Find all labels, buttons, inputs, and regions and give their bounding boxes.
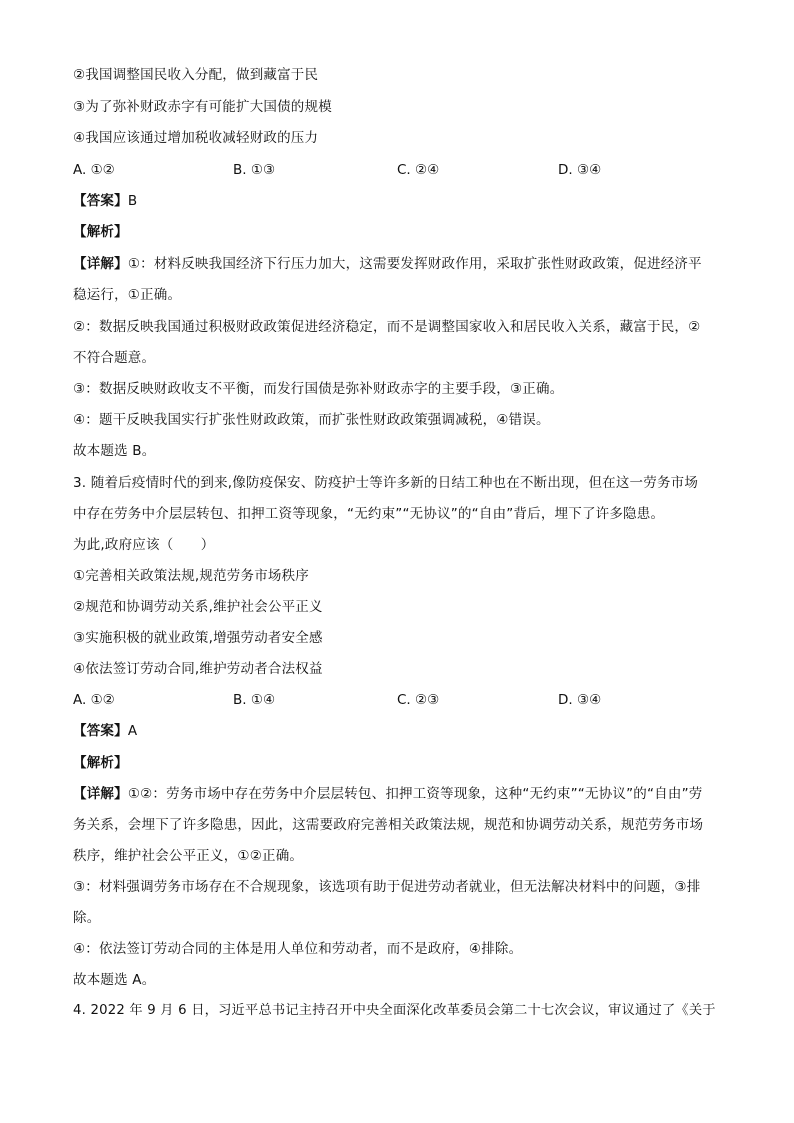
q3-answer-tag: 【答案】 — [73, 723, 128, 739]
q3-statement-1: ①完善相关政策法规,规范劳务市场秩序 — [73, 568, 309, 584]
q3-analysis-tag: 【解析】 — [73, 755, 128, 771]
q2-conclusion: 故本题选 B。 — [73, 443, 156, 459]
q3-option-a: A. ①② — [73, 692, 115, 708]
q2-statement-2: ②我国调整国民收入分配，做到藏富于民 — [73, 67, 319, 83]
q3-detail-line-1 — [73, 785, 721, 803]
q2-statement-4: ④我国应该通过增加税收减轻财政的压力 — [73, 130, 319, 146]
q2-option-d: D. ③④ — [558, 162, 602, 178]
q3-detail-line-6: ④：依法签订劳动合同的主体是用人单位和劳动者，而不是政府，④排除。 — [73, 941, 523, 957]
q2-detail-tag: 【详解】 — [73, 256, 128, 272]
q2-analysis-tag: 【解析】 — [73, 224, 128, 240]
q2-detail-line-5: ③：数据反映财政收支不平衡，而发行国债是弥补财政赤字的主要手段，③正确。 — [73, 381, 564, 397]
q3-statement-3: ③实施积极的就业政策,增强劳动者安全感 — [73, 630, 323, 646]
q3-stem-line-1: 3. 随着后疫情时代的到来,像防疫保安、防疫护士等许多新的日结工种也在不断出现，但在这一劳务市场 — [73, 475, 699, 491]
q2-answer-tag: 【答案】 — [73, 193, 128, 209]
q3-conclusion: 故本题选 A。 — [73, 972, 156, 988]
q2-detail-line-6: ④：题干反映我国实行扩张性财政政策，而扩张性财政政策强调减税，④错误。 — [73, 412, 550, 428]
q3-detail-line-2: 务关系，会埋下了许多隐患，因此，这需要政府完善相关政策法规，规范和协调劳动关系，规范劳务市场 — [73, 817, 704, 833]
q3-answer — [73, 722, 721, 740]
q3-detail-text-1: ①②：劳务市场中存在劳务中介层层转包、扣押工资等现象，这种“无约束”“无协议”的“自由”劳 — [127, 786, 703, 802]
q3-option-d: D. ③④ — [558, 692, 602, 708]
q2-options — [73, 161, 721, 179]
q2-option-c: C. ②④ — [397, 162, 440, 178]
q3-answer-value: A — [127, 723, 138, 739]
q2-statement-3: ③为了弥补财政赤字有可能扩大国债的规模 — [73, 99, 332, 115]
q2-detail-line-4: 不符合题意。 — [73, 350, 156, 366]
q3-detail-line-4: ③：材料强调劳务市场存在不合规现象，该选项有助于促进劳动者就业，但无法解决材料中的问题，③排 — [73, 879, 701, 895]
q3-statement-4: ④依法签订劳动合同,维护劳动者合法权益 — [73, 661, 323, 677]
q3-stem-line-3: 为此,政府应该（ ） — [73, 537, 215, 553]
q3-option-c: C. ②③ — [397, 692, 440, 708]
q2-detail-line-3: ②：数据反映我国通过积极财政政策促进经济稳定，而不是调整国家收入和居民收入关系，藏富于民，② — [73, 319, 701, 335]
q3-option-b: B. ①④ — [233, 692, 276, 708]
q3-options — [73, 691, 721, 709]
q2-option-b: B. ①③ — [233, 162, 276, 178]
q2-detail-text-1: ①：材料反映我国经济下行压力加大，这需要发挥财政作用，采取扩张性财政政策，促进经济平 — [127, 256, 702, 272]
q3-stem-line-2: 中存在劳务中介层层转包、扣押工资等现象，“无约束”“无协议”的“自由”背后，埋下了许多隐患。 — [73, 506, 665, 522]
q2-detail-line-2: 稳运行，①正确。 — [73, 287, 182, 303]
q3-detail-tag: 【详解】 — [73, 786, 128, 802]
q3-detail-line-5: 除。 — [73, 910, 101, 926]
q3-detail-line-3: 秩序，维护社会公平正义，①②正确。 — [73, 848, 304, 864]
q2-answer-value: B — [127, 193, 138, 209]
q4-stem-line-1: 4. 2022 年 9 月 6 日，习近平总书记主持召开中央全面深化改革委员会第二十七次会议，审议通过了《关于 — [73, 1003, 716, 1018]
q2-detail-line-1 — [73, 255, 721, 273]
q2-answer — [73, 192, 721, 210]
q3-statement-2: ②规范和协调劳动关系,维护社会公平正义 — [73, 599, 323, 615]
q2-option-a: A. ①② — [73, 162, 115, 178]
